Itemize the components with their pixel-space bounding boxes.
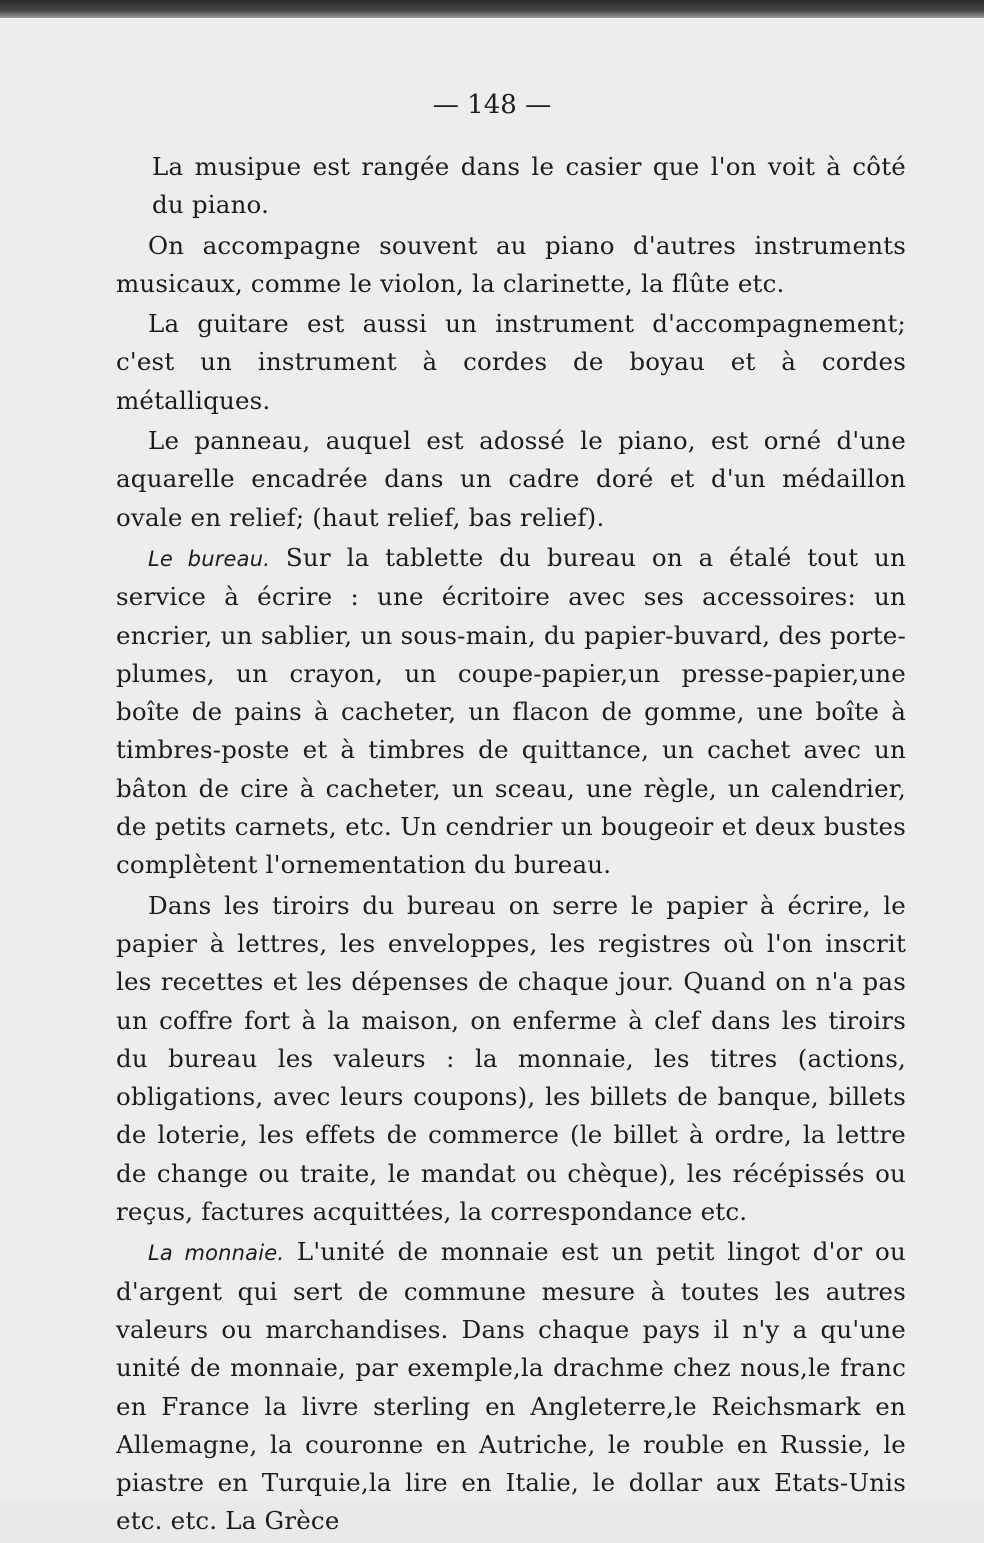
scan-top-edge xyxy=(0,0,984,18)
paragraph-accompaniment: On accompagne souvent au piano d'autres instruments musicaux, comme le violon, la clarinette, la flûte etc. xyxy=(116,230,906,298)
paragraph-music: La musipue est rangée dans le casier que l'on voit à côté du piano. xyxy=(152,152,906,220)
paragraph-panel: Le panneau, auquel est adossé le piano, est orné d'une aquarelle encadrée dans un cadre doré et d'un médaillon ovale en relief; (haut relief, bas relief). xyxy=(116,426,906,532)
section-lead-money: La monnaie. xyxy=(148,1241,285,1266)
paragraph-money-text: L'unité de monnaie est un petit lingot d'or ou d'argent qui sert de commune mesure à toutes les autres valeurs ou marchandises. Dans chaque pays il n'y a qu'une unité de monnaie, par exemple,la drachme chez nous,le franc en France la livre sterling en Angleterre,le Reichsmark en Allemagne, la couronne en Autriche, le rouble en Russie, le piastre en Turquie,la lire en Italie, le dollar aux Etats-Unis etc. etc. La Grèce xyxy=(116,1237,906,1536)
page-body xyxy=(116,148,906,1543)
page-number: — 148 — xyxy=(432,90,552,120)
paragraph-bureau-text: Sur la tablette du bureau on a étalé tout un service à écrire : une écritoire avec ses accessoires: un encrier, un sablier, un sous-main, du papier-buvard, des porte-plumes, un crayon, un coupe-papier,un presse-papier,une boîte de pains à cacheter, un flacon de gomme, une boîte à timbres-poste et à timbres de quittance, un cachet avec un bâton de cire à cacheter, un sceau, une règle, un calendrier, de petits carnets, etc. Un cendrier un bougeoir et deux bustes complètent l'ornementation du bureau. xyxy=(116,542,907,880)
paragraph-guitar: La guitare est aussi un instrument d'accompagnement; c'est un instrument à cordes de boyau et à cordes métalliques. xyxy=(116,309,906,415)
section-lead-bureau: Le bureau. xyxy=(148,546,271,571)
paragraph-money xyxy=(116,1233,906,1540)
paragraph-bureau xyxy=(116,539,906,885)
paragraph-drawers: Dans les tiroirs du bureau on serre le papier à écrire, le papier à lettres, les enveloppes, les registres où l'on inscrit les recettes et les dépenses de chaque jour. Quand on n'a pas un coffre fort à la maison, on enferme à clef dans les tiroirs du bureau les valeurs : la monnaie, les titres (actions, obligations, avec leurs coupons), les billets de banque, billets de loterie, les effets de commerce (le billet à ordre, la lettre de change ou traite, le mandat ou chèque), les récépissés ou reçus, factures acquittées, la correspondance etc. xyxy=(116,890,906,1227)
